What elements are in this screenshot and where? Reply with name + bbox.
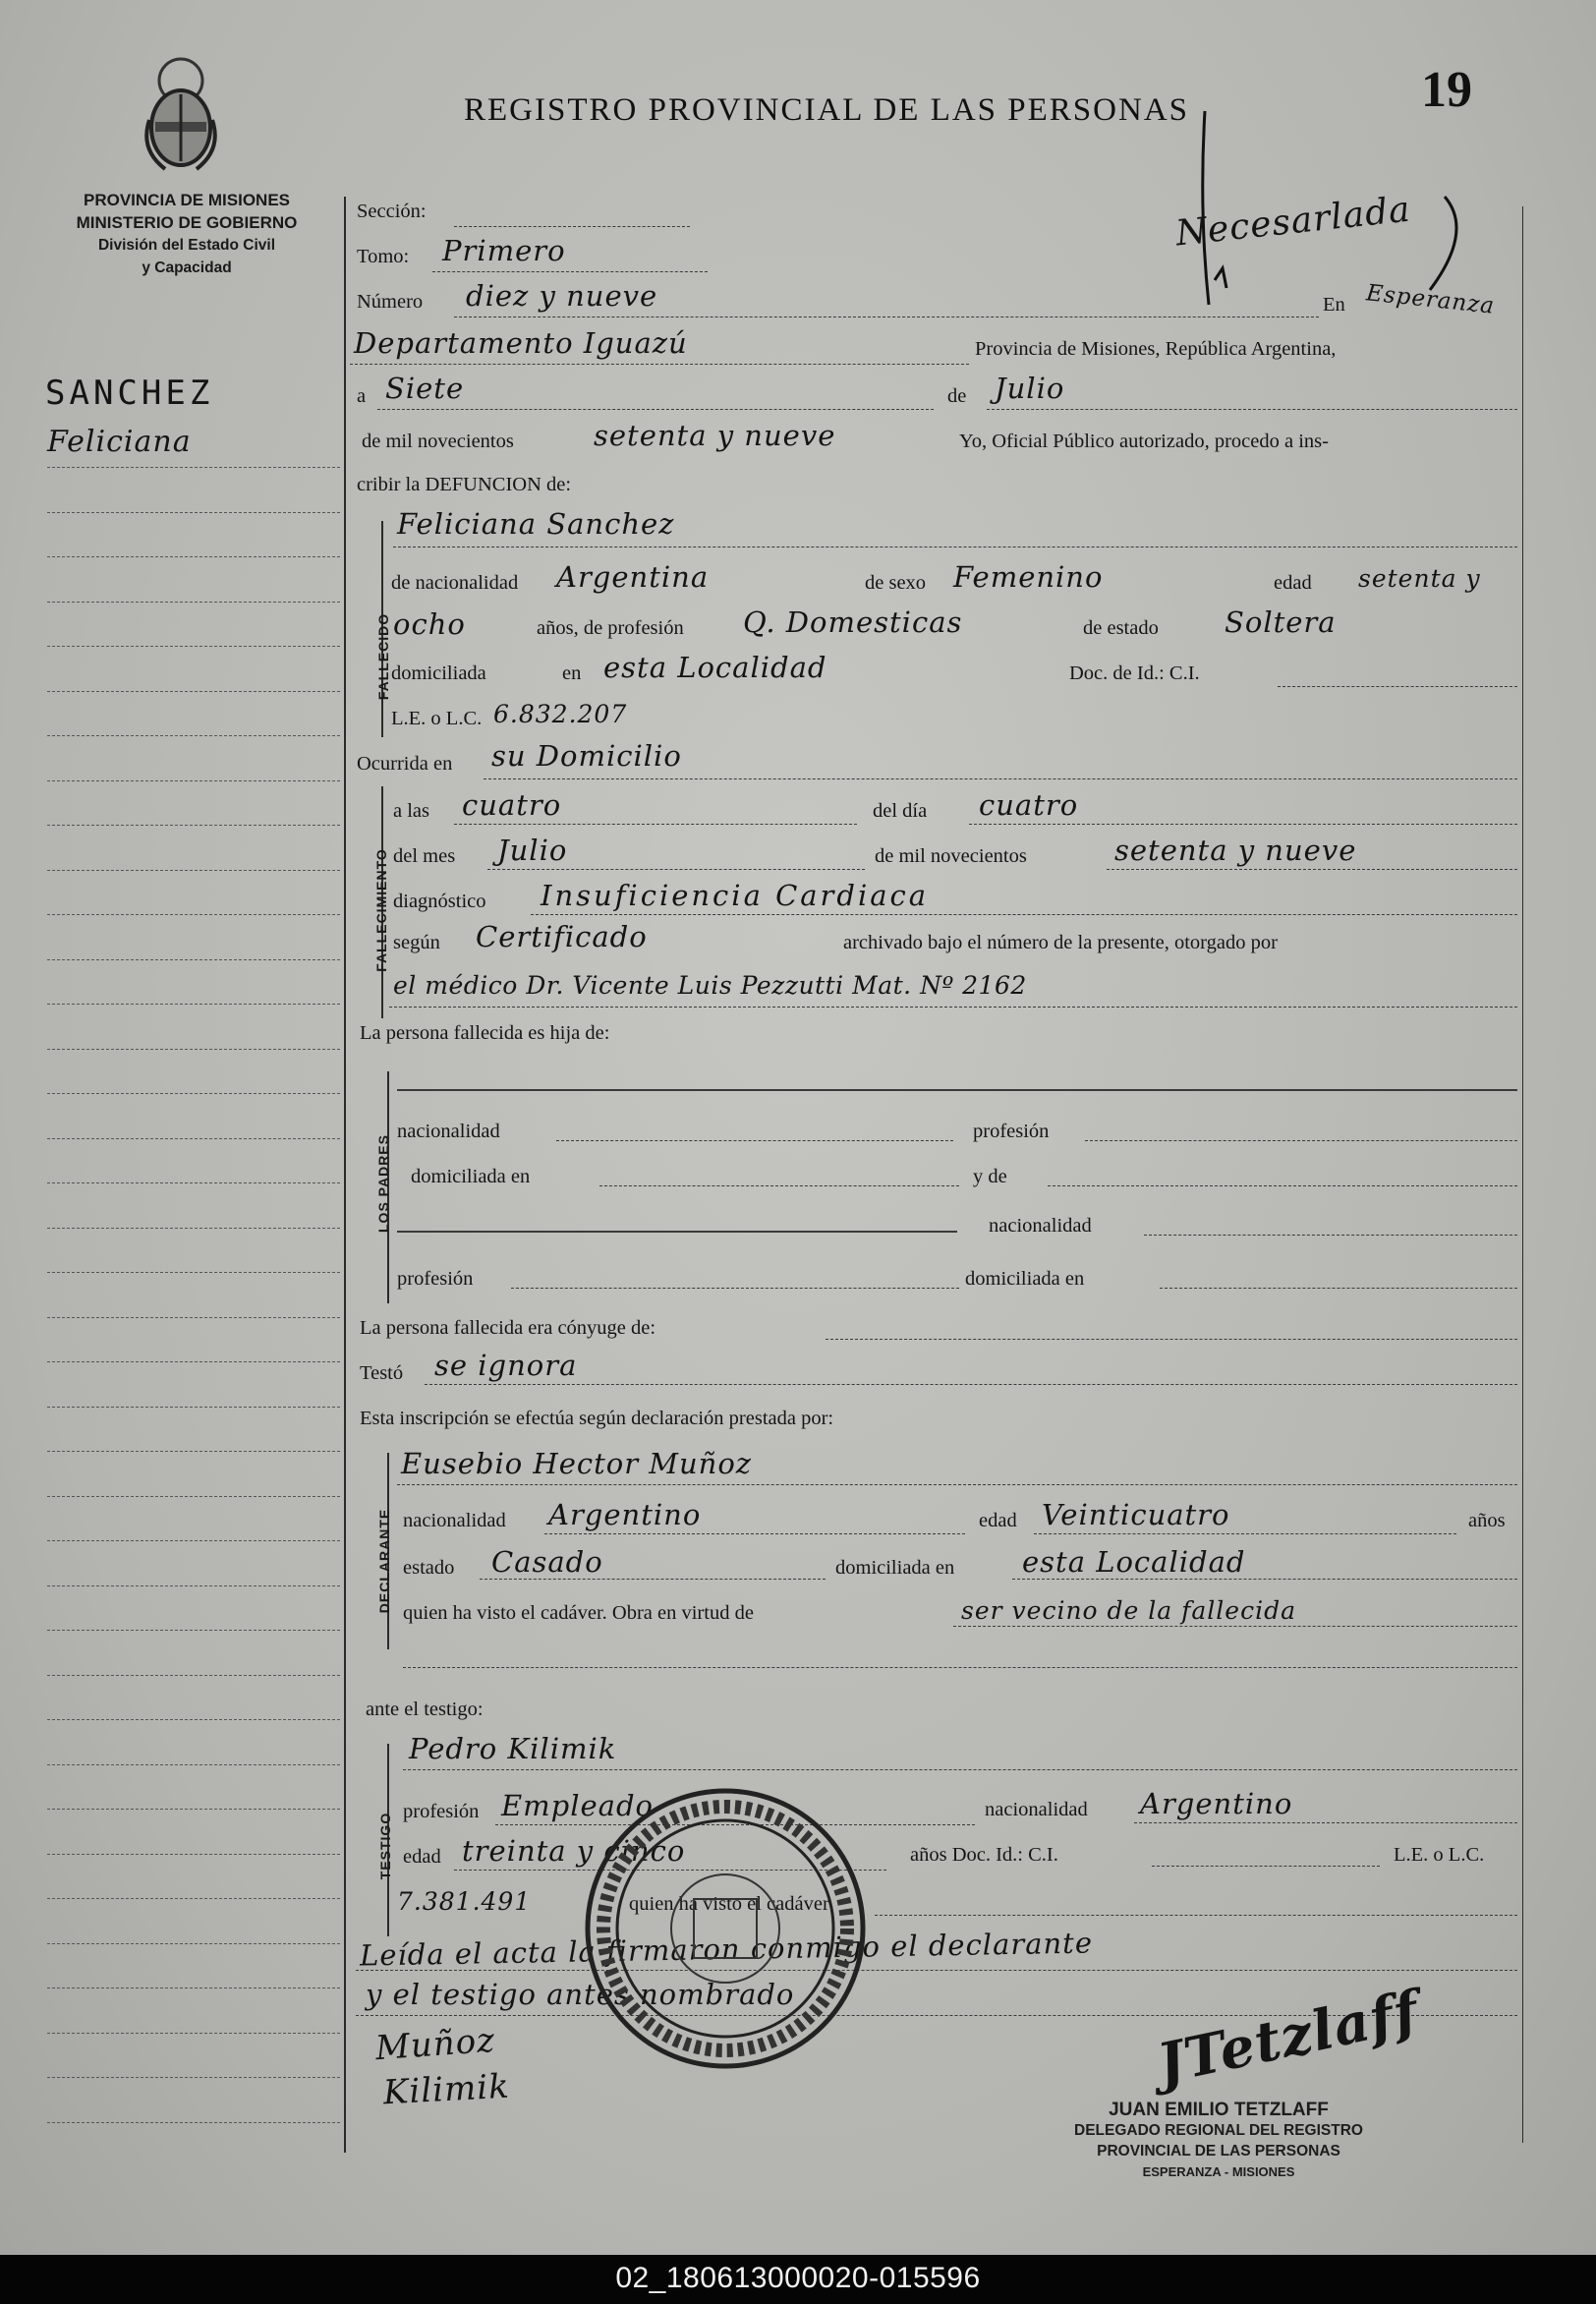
declarante-virtud-line bbox=[953, 1626, 1517, 1627]
margin-rule bbox=[47, 2077, 340, 2078]
declarante-edad-label: edad bbox=[979, 1510, 1017, 1531]
padres-nacionalidad-label: nacionalidad bbox=[397, 1121, 500, 1142]
testigo-profesion-value: Empleado bbox=[501, 1789, 654, 1822]
declarante-name: Eusebio Hector Muñoz bbox=[401, 1447, 753, 1480]
month-line bbox=[987, 409, 1517, 410]
testigo-nacionalidad-value: Argentino bbox=[1140, 1787, 1293, 1820]
medico-value: el médico Dr. Vicente Luis Pezzutti Mat. Nº 2162 bbox=[393, 971, 1027, 1000]
padres-section-label: LOS PADRES bbox=[375, 1134, 391, 1233]
page-number: 19 bbox=[1421, 62, 1472, 118]
declarante-domicilio-line bbox=[1012, 1579, 1517, 1580]
month-de-label: de bbox=[947, 385, 967, 407]
deldia-label: del día bbox=[873, 800, 928, 822]
year-value: setenta y nueve bbox=[594, 419, 836, 452]
en-label: En bbox=[1323, 294, 1345, 316]
document-title: REGISTRO PROVINCIAL DE LAS PERSONAS bbox=[464, 92, 1190, 128]
day-line bbox=[377, 409, 934, 410]
ocurrida-value: su Domicilio bbox=[491, 739, 682, 773]
province-line3: División del Estado Civil bbox=[97, 237, 275, 254]
margin-rule bbox=[47, 2033, 340, 2034]
signature-declarante: Muñoz bbox=[373, 2020, 497, 2069]
declarante-section-label: DECLARANTE bbox=[376, 1508, 392, 1614]
margin-rule bbox=[47, 1987, 340, 1988]
fallecido-nacionalidad-label: de nacionalidad bbox=[391, 572, 519, 594]
declarante-anos-label: años bbox=[1468, 1510, 1506, 1531]
inscribir-text: cribir la DEFUNCION de: bbox=[357, 474, 572, 495]
declarante-extra-line bbox=[403, 1667, 1517, 1668]
fallecido-sexo-value: Femenino bbox=[953, 560, 1104, 594]
padres-profesion-label: profesión bbox=[973, 1121, 1050, 1142]
fallecido-sexo-label: de sexo bbox=[865, 572, 927, 594]
anio-value: setenta y nueve bbox=[1114, 834, 1357, 867]
padres-nacionalidad2-line bbox=[1144, 1235, 1517, 1236]
fallecido-edad-value: setenta y bbox=[1358, 564, 1481, 593]
padres-yde-line bbox=[1048, 1185, 1517, 1186]
provincia-text: Provincia de Misiones, República Argentina, bbox=[975, 338, 1337, 360]
declarante-nacionalidad-value: Argentino bbox=[548, 1498, 702, 1531]
declarante-nacionalidad-label: nacionalidad bbox=[403, 1510, 506, 1531]
margin-rule bbox=[47, 1496, 340, 1497]
testo-label: Testó bbox=[360, 1362, 404, 1384]
margin-rule bbox=[47, 1049, 340, 1050]
margin-rule bbox=[47, 1407, 340, 1408]
declarante-domicilio-value: esta Localidad bbox=[1022, 1545, 1246, 1579]
numero-label: Número bbox=[357, 291, 424, 313]
declarante-edad-line bbox=[1034, 1533, 1456, 1534]
margin-rule bbox=[47, 1093, 340, 1094]
official-stamp-line1: JUAN EMILIO TETZLAFF bbox=[1109, 2100, 1329, 2120]
signature-testigo: Kilimik bbox=[382, 2066, 511, 2113]
margin-surname: SANCHEZ bbox=[45, 374, 214, 413]
mes-value: Julio bbox=[497, 834, 568, 867]
fallecimiento-section-label: FALLECIMIENTO bbox=[373, 848, 389, 972]
numero-value: diez y nueve bbox=[466, 279, 658, 313]
declarante-cadaver-text: quien ha visto el cadáver. Obra en virtud de bbox=[403, 1602, 754, 1624]
margin-rule bbox=[47, 870, 340, 871]
official-stamp-line4: ESPERANZA - MISIONES bbox=[1142, 2164, 1295, 2179]
closing-line-1-rule bbox=[356, 1970, 1517, 1971]
margin-rule bbox=[47, 512, 340, 513]
testigo-profesion-label: profesión bbox=[403, 1801, 480, 1822]
fallecido-anos-profesion-label: años, de profesión bbox=[537, 617, 684, 639]
fallecido-nacionalidad-value: Argentina bbox=[556, 560, 710, 594]
testigo-ante-text: ante el testigo: bbox=[366, 1699, 484, 1720]
diagnostico-value: Insuficiencia Cardiaca bbox=[541, 879, 930, 912]
fallecido-estado-value: Soltera bbox=[1225, 605, 1337, 639]
margin-rule bbox=[47, 556, 340, 557]
padres-profesion2-line bbox=[511, 1288, 959, 1289]
margin-rule bbox=[47, 1361, 340, 1362]
fallecido-docid-line bbox=[1278, 686, 1517, 687]
testigo-le-label: L.E. o L.C. bbox=[1394, 1844, 1485, 1866]
month-value: Julio bbox=[995, 372, 1065, 405]
fallecido-docid-label: Doc. de Id.: C.I. bbox=[1069, 662, 1200, 684]
official-stamp bbox=[1012, 2100, 1425, 2182]
coat-of-arms-emblem bbox=[136, 51, 226, 179]
margin-rule bbox=[47, 1451, 340, 1452]
right-vertical-line bbox=[1522, 206, 1523, 2143]
delmes-label: del mes bbox=[393, 845, 456, 867]
margin-given-name: Feliciana bbox=[47, 425, 192, 459]
declarante-name-line bbox=[397, 1484, 1517, 1485]
closing-line-1: Leída el acta la firmaron conmigo el declarante bbox=[359, 1926, 1094, 1973]
departamento-line bbox=[350, 364, 969, 365]
testo-line bbox=[425, 1384, 1517, 1385]
padres-domiciliada-line bbox=[599, 1185, 959, 1186]
margin-rule bbox=[47, 1540, 340, 1541]
fallecido-domiciliada-label: domiciliada bbox=[391, 662, 486, 684]
margin-rule bbox=[47, 735, 340, 736]
declarante-nacionalidad-line bbox=[544, 1533, 965, 1534]
tomo-line bbox=[432, 271, 708, 272]
closing-line-2: y el testigo antes nombrado bbox=[366, 1978, 795, 2011]
testigo-edad-label: edad bbox=[403, 1846, 441, 1868]
top-signature: Necesarlada bbox=[1173, 189, 1413, 255]
signature-official: JTetzlaff bbox=[1152, 1978, 1425, 2098]
margin-rule bbox=[47, 914, 340, 915]
fallecido-profesion-value: Q. Domesticas bbox=[743, 605, 963, 639]
round-registry-seal bbox=[578, 1781, 873, 2076]
main-vertical-line bbox=[344, 197, 346, 2153]
day-value: Siete bbox=[385, 372, 465, 405]
en-value: Esperanza bbox=[1365, 280, 1497, 319]
inscripcion-text: Esta inscripción se efectúa según declaración prestada por: bbox=[360, 1408, 834, 1429]
conyuge-text: La persona fallecida era cónyuge de: bbox=[360, 1317, 656, 1339]
margin-rule bbox=[47, 1138, 340, 1139]
segun-label: según bbox=[393, 932, 440, 953]
testigo-edad-value: treinta y cinco bbox=[462, 1834, 686, 1868]
margin-rule bbox=[47, 1898, 340, 1899]
padres-line-1 bbox=[397, 1089, 1517, 1091]
anio-line bbox=[1107, 869, 1517, 870]
testigo-nacionalidad-label: nacionalidad bbox=[985, 1799, 1088, 1820]
declarante-estado-value: Casado bbox=[491, 1545, 603, 1579]
tomo-value: Primero bbox=[442, 234, 566, 267]
fallecido-le-label: L.E. o L.C. bbox=[391, 708, 483, 729]
padres-domiciliada2-line bbox=[1160, 1288, 1517, 1289]
margin-rule bbox=[47, 2122, 340, 2123]
margin-rule bbox=[47, 1317, 340, 1318]
province-line2: MINISTERIO DE GOBIERNO bbox=[76, 213, 298, 232]
fallecido-le-value: 6.832.207 bbox=[493, 700, 628, 728]
demil-label: de mil novecientos bbox=[362, 431, 514, 452]
official-stamp-line2: DELEGADO REGIONAL DEL REGISTRO bbox=[1074, 2122, 1363, 2139]
margin-rule bbox=[47, 1630, 340, 1631]
testigo-section-label: TESTIGO bbox=[377, 1812, 393, 1880]
margin-rule bbox=[47, 602, 340, 603]
padres-profesion2-label: profesión bbox=[397, 1268, 474, 1290]
margin-rule bbox=[47, 825, 340, 826]
padres-profesion-line bbox=[1085, 1140, 1517, 1141]
margin-rule bbox=[47, 467, 340, 468]
fallecido-edad-value2: ocho bbox=[393, 607, 466, 641]
tomo-label: Tomo: bbox=[357, 246, 410, 267]
padres-line-2 bbox=[397, 1231, 957, 1233]
testigo-name: Pedro Kilimik bbox=[409, 1732, 617, 1765]
dia-line bbox=[969, 824, 1517, 825]
testigo-nacionalidad-line bbox=[1134, 1822, 1517, 1823]
testigo-doc-value: 7.381.491 bbox=[397, 1887, 532, 1916]
province-line1: PROVINCIA DE MISIONES bbox=[83, 191, 290, 209]
conyuge-line bbox=[826, 1339, 1517, 1340]
testigo-doc-line bbox=[1152, 1866, 1380, 1867]
margin-rule bbox=[47, 1675, 340, 1676]
alas-label: a las bbox=[393, 800, 429, 822]
mes-line bbox=[487, 869, 865, 870]
margin-rule bbox=[47, 1228, 340, 1229]
declarante-edad-value: Veinticuatro bbox=[1042, 1498, 1230, 1531]
dia-value: cuatro bbox=[979, 788, 1079, 822]
margin-rule bbox=[47, 780, 340, 781]
hora-value: cuatro bbox=[462, 788, 562, 822]
archivado-text: archivado bajo el número de la presente, otorgado por bbox=[843, 932, 1278, 953]
hora-line bbox=[454, 824, 857, 825]
testigo-cadaver-line bbox=[875, 1915, 1517, 1916]
medico-line bbox=[389, 1007, 1517, 1008]
padres-yde-label: y de bbox=[973, 1166, 1007, 1187]
fallecido-en-label: en bbox=[562, 662, 582, 684]
margin-rule bbox=[47, 1182, 340, 1183]
margin-rule bbox=[47, 1764, 340, 1765]
padres-nacionalidad2-label: nacionalidad bbox=[989, 1215, 1092, 1237]
declarante-virtud-value: ser vecino de la fallecida bbox=[961, 1596, 1296, 1625]
testigo-anos-doc-label: años Doc. Id.: C.I. bbox=[910, 1844, 1058, 1866]
fallecido-edad-label: edad bbox=[1274, 572, 1312, 594]
declarante-estado-label: estado bbox=[403, 1557, 455, 1579]
margin-rule bbox=[47, 1943, 340, 1944]
padres-domiciliada-label: domiciliada en bbox=[411, 1166, 531, 1187]
margin-rule bbox=[47, 1585, 340, 1586]
fallecido-estado-label: de estado bbox=[1083, 617, 1159, 639]
a-label: a bbox=[357, 385, 367, 407]
oficial-text: Yo, Oficial Público autorizado, procedo a ins- bbox=[959, 431, 1329, 452]
testo-value: se ignora bbox=[434, 1349, 578, 1382]
testigo-name-line bbox=[403, 1769, 1517, 1770]
margin-rule bbox=[47, 691, 340, 692]
ocurrida-label: Ocurrida en bbox=[357, 753, 453, 775]
padres-hija-text: La persona fallecida es hija de: bbox=[360, 1022, 610, 1044]
fallecimiento-demil-label: de mil novecientos bbox=[875, 845, 1027, 867]
official-stamp-line3: PROVINCIAL DE LAS PERSONAS bbox=[1097, 2143, 1340, 2160]
declarante-domiciliada-label: domiciliada en bbox=[835, 1557, 955, 1579]
testigo-cadaver-text: quien ha visto el cadáver bbox=[629, 1893, 829, 1915]
fallecido-name: Feliciana Sanchez bbox=[397, 507, 675, 541]
padres-domiciliada2-label: domiciliada en bbox=[965, 1268, 1085, 1290]
padres-nacionalidad-line bbox=[556, 1140, 953, 1141]
seccion-label: Sección: bbox=[357, 201, 427, 222]
segun-value: Certificado bbox=[476, 920, 648, 953]
margin-rule bbox=[47, 1854, 340, 1855]
margin-rule bbox=[47, 1004, 340, 1005]
diagnostico-label: diagnóstico bbox=[393, 891, 486, 912]
margin-rule bbox=[47, 1719, 340, 1720]
declarante-estado-line bbox=[480, 1579, 826, 1580]
margin-rule bbox=[47, 646, 340, 647]
seccion-line bbox=[454, 226, 690, 227]
province-header bbox=[39, 189, 334, 279]
fallecido-domicilio-value: esta Localidad bbox=[603, 651, 827, 684]
margin-rule bbox=[47, 1272, 340, 1273]
departamento-value: Departamento Iguazú bbox=[354, 326, 688, 360]
margin-rule bbox=[47, 1809, 340, 1810]
ocurrida-line bbox=[484, 778, 1517, 779]
diagnostico-line bbox=[531, 914, 1517, 915]
fallecido-section-label: FALLECIDO bbox=[375, 612, 391, 701]
footer-image-code: 02_180613000020-015596 bbox=[615, 2262, 981, 2294]
margin-rule bbox=[47, 959, 340, 960]
province-line4: y Capacidad bbox=[142, 259, 232, 276]
